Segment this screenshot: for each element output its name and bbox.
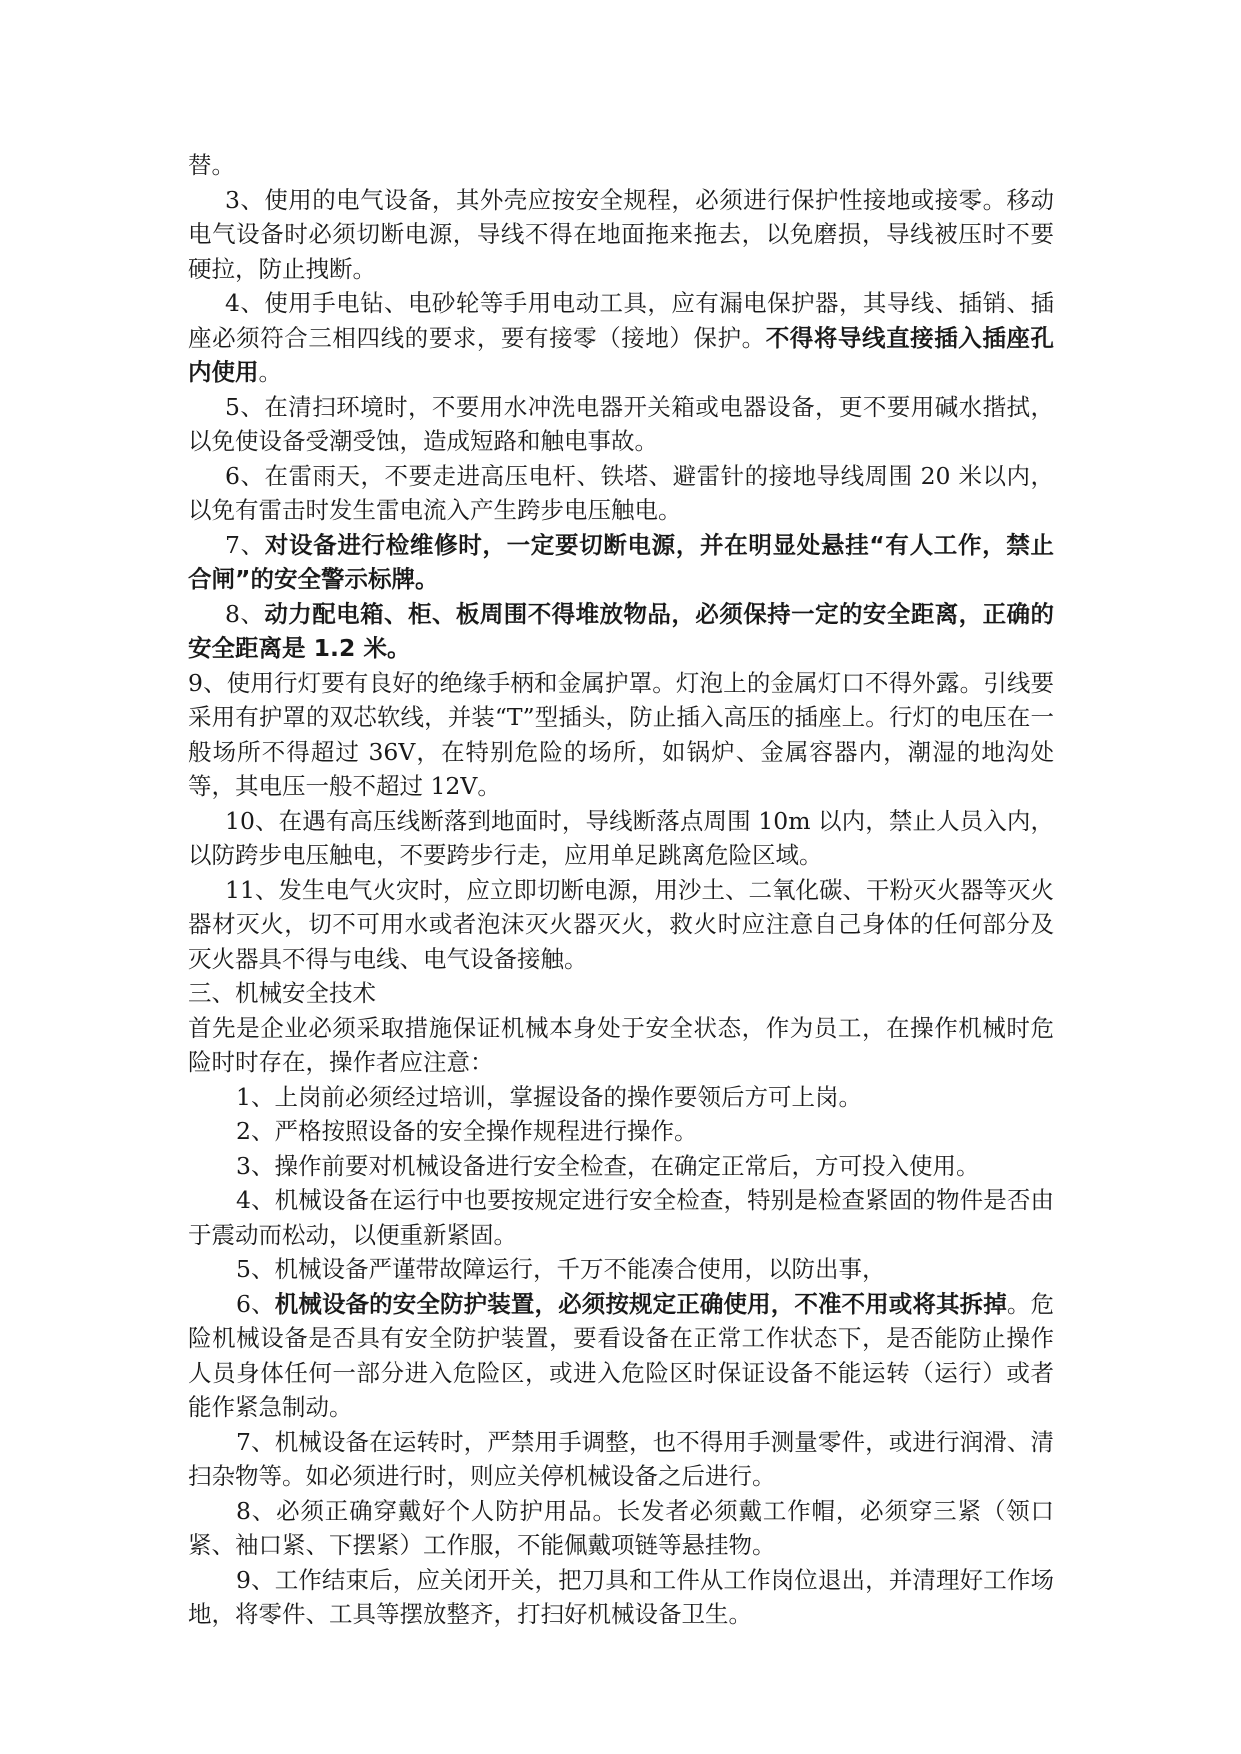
paragraph-p17 xyxy=(188,1287,1054,1425)
paragraph-p3 xyxy=(188,390,1054,459)
paragraph-p20 xyxy=(188,1563,1054,1632)
body-text: 9、使用行灯要有良好的绝缘手柄和金属护罩。灯泡上的金属灯口不得外露。引线要采用有护罩的双芯软线，并装“T”型插头，防止插入高压的插座上。行灯的电压在一般场所不得超过 36V，在特别危险的场所，如锅炉、金属容器内，潮湿的地沟处等，其电压一般不超过 12V。 xyxy=(188,668,1054,800)
body-text: 7、 xyxy=(225,530,265,559)
paragraph-p6 xyxy=(188,597,1054,666)
body-text: 11、发生电气火灾时，应立即切断电源，用沙土、二氧化碳、干粉灭火器等灭火器材灭火，切不可用水或者泡沫灭火器灭火，救火时应注意自己身体的任何部分及灭火器具不得与电线、电气设备接触。 xyxy=(188,875,1054,973)
body-text: 3、使用的电气设备，其外壳应按安全规程，必须进行保护性接地或接零。移动电气设备时必须切断电源，导线不得在地面拖来拖去，以免磨损，导线被压时不要硬拉，防止拽断。 xyxy=(188,185,1054,283)
body-text: 3、操作前要对机械设备进行安全检查，在确定正常后，方可投入使用。 xyxy=(236,1151,980,1180)
paragraph-p2 xyxy=(188,286,1054,390)
body-text: 5、机械设备严谨带故障运行，千万不能凑合使用，以防出事， xyxy=(236,1255,886,1283)
emphasis-text: 对设备进行检维修时，一定要切断电源，并在明显处悬挂“有人工作，禁止合闸”的安全警示标牌。 xyxy=(188,530,1054,593)
paragraph-p14 xyxy=(188,1149,1054,1184)
paragraph-p18 xyxy=(188,1425,1054,1494)
paragraph-p13 xyxy=(188,1114,1054,1149)
paragraph-p4 xyxy=(188,459,1054,528)
body-text: 1、上岗前必须经过培训，掌握设备的操作要领后方可上岗。 xyxy=(236,1082,862,1111)
paragraph-p5 xyxy=(188,528,1054,597)
body-text: 4、使用手电钻、电砂轮等手用电动工具，应有漏电保护器，其导线、插销、插座必须符合三相四线的要求，要有接零（接地）保护。 xyxy=(188,289,1054,352)
paragraph-p15 xyxy=(188,1183,1054,1252)
paragraph-p10 xyxy=(188,976,1054,1011)
paragraph-p1 xyxy=(188,183,1054,287)
body-text: 7、机械设备在运转时，严禁用手调整，也不得用手测量零件，或进行润滑、清扫杂物等。如必须进行时，则应关停机械设备之后进行。 xyxy=(188,1427,1054,1490)
emphasis-text: 机械设备的安全防护装置，必须按规定正确使用，不准不用或将其拆掉 xyxy=(274,1289,1007,1318)
body-text: 8、必须正确穿戴好个人防护用品。长发者必须戴工作帽，必须穿三紧（领口紧、袖口紧、下摆紧）工作服，不能佩戴项链等悬挂物。 xyxy=(188,1496,1054,1559)
paragraph-p9 xyxy=(188,873,1054,977)
paragraph-p0 xyxy=(188,148,1054,183)
body-text: 8、 xyxy=(225,599,265,628)
paragraph-p11 xyxy=(188,1011,1054,1080)
body-text: 4、机械设备在运行中也要按规定进行安全检查，特别是检查紧固的物件是否由于震动而松动，以便重新紧固。 xyxy=(188,1186,1054,1249)
paragraph-p12 xyxy=(188,1080,1054,1115)
body-text: 首先是企业必须采取措施保证机械本身处于安全状态，作为员工，在操作机械时危险时时存在，操作者应注意： xyxy=(188,1013,1054,1076)
body-text: 5、在清扫环境时，不要用水冲洗电器开关箱或电器设备，更不要用碱水揩拭，以免使设备受潮受蚀，造成短路和触电事故。 xyxy=(188,392,1054,455)
body-text: 9、工作结束后，应关闭开关，把刀具和工件从工作岗位退出，并清理好工作场地，将零件、工具等摆放整齐，打扫好机械设备卫生。 xyxy=(188,1565,1054,1628)
body-text: 2、严格按照设备的安全操作规程进行操作。 xyxy=(236,1117,698,1145)
document-body xyxy=(188,148,1054,1632)
emphasis-text: 动力配电箱、柜、板周围不得堆放物品，必须保持一定的安全距离，正确的安全距离是 1.2 米。 xyxy=(188,599,1055,662)
paragraph-p8 xyxy=(188,804,1054,873)
body-text: 三、机械安全技术 xyxy=(188,979,376,1007)
body-text: 。 xyxy=(258,358,282,386)
paragraph-p7 xyxy=(188,666,1054,804)
paragraph-p16 xyxy=(188,1252,1054,1287)
body-text: 6、 xyxy=(236,1289,275,1318)
body-text: 替。 xyxy=(188,151,235,179)
emphasis-text: 不得将导线直接插入插座孔内使用 xyxy=(188,323,1055,386)
body-text: 6、在雷雨天，不要走进高压电杆、铁塔、避雷针的接地导线周围 20 米以内，以免有雷击时发生雷电流入产生跨步电压触电。 xyxy=(188,461,1054,524)
body-text: 10、在遇有高压线断落到地面时，导线断落点周围 10m 以内，禁止人员入内，以防跨步电压触电，不要跨步行走，应用单足跳离危险区域。 xyxy=(188,806,1054,869)
paragraph-p19 xyxy=(188,1494,1054,1563)
body-text: 。危险机械设备是否具有安全防护装置，要看设备在正常工作状态下，是否能防止操作人员身体任何一部分进入危险区，或进入危险区时保证设备不能运转（运行）或者能作紧急制动。 xyxy=(188,1289,1055,1421)
